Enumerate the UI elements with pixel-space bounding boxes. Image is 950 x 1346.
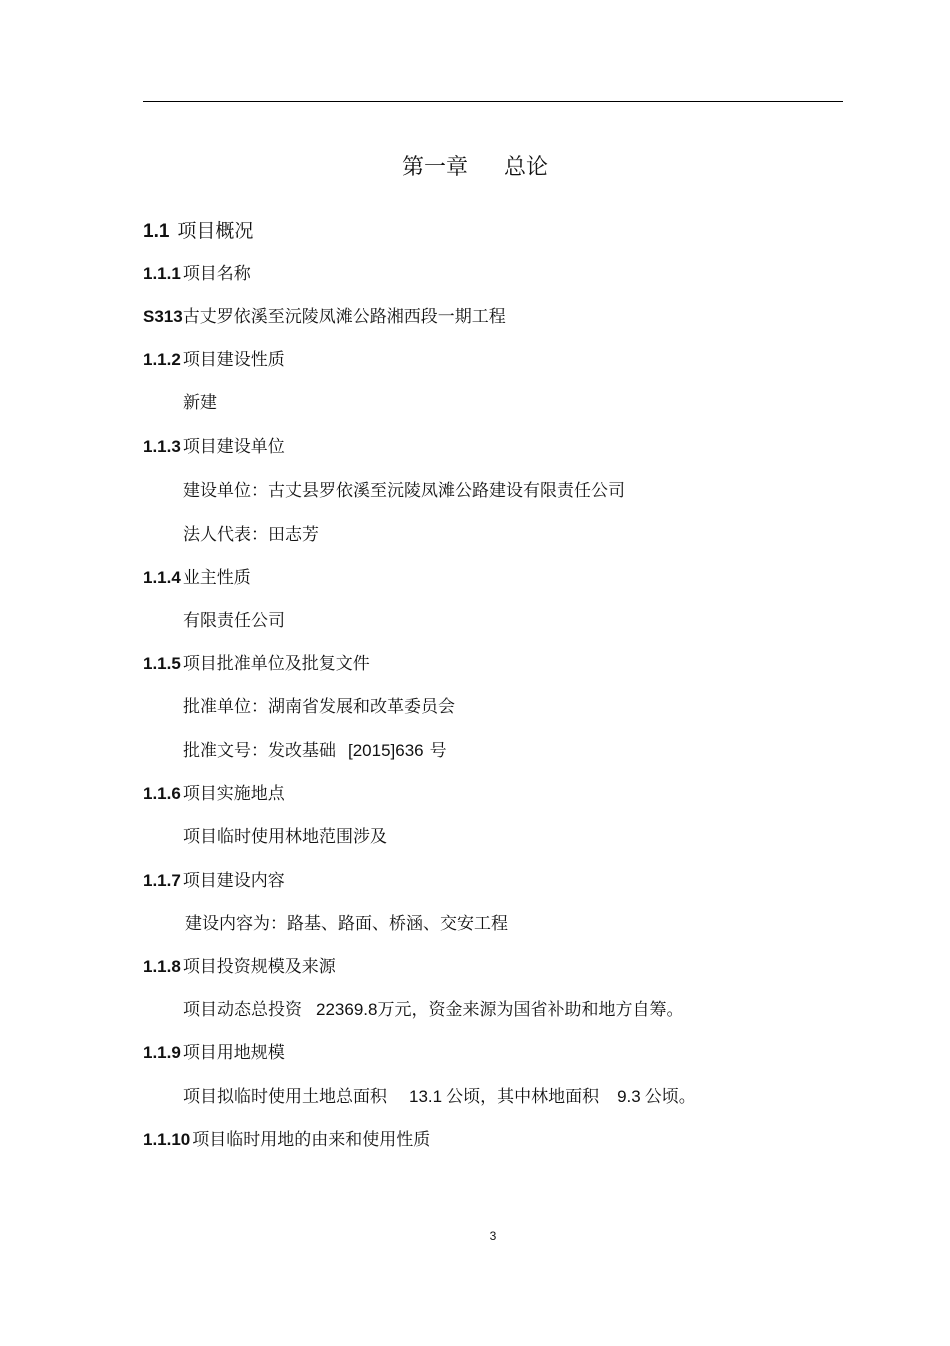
heading-number: 1.1.4 — [143, 568, 181, 587]
heading-land — [143, 1042, 285, 1064]
header-rule — [143, 101, 843, 102]
heading-title: 项目名称 — [182, 264, 251, 284]
page-number: 3 — [489, 1229, 497, 1243]
builder-legal: 法人代表：田志芳 — [183, 525, 319, 545]
heading-nature — [143, 349, 285, 371]
section-heading — [143, 220, 253, 243]
heading-title: 项目建设单位 — [182, 437, 285, 457]
land-prefix: 项目拟临时使用土地总面积 — [183, 1087, 387, 1107]
heading-title: 项目临时用地的由来和使用性质 — [192, 1130, 431, 1150]
land-suffix: 公顷。 — [644, 1087, 696, 1107]
heading-title: 项目批准单位及批复文件 — [182, 654, 370, 674]
heading-location — [143, 783, 285, 805]
approval-doc-code: [2015]636 — [348, 741, 424, 760]
approval-doc — [183, 740, 447, 762]
heading-title: 项目投资规模及来源 — [182, 957, 336, 977]
heading-number: 1.1.7 — [143, 871, 181, 890]
heading-owner — [143, 567, 251, 589]
heading-title: 项目建设内容 — [182, 871, 285, 891]
content-value: 建设内容为：路基、路面、桥涵、交安工程 — [185, 914, 508, 934]
heading-number: 1.1.3 — [143, 437, 181, 456]
approval-doc-prefix: 批准文号：发改基础 — [183, 741, 336, 761]
heading-content — [143, 870, 285, 892]
section-number: 1.1 — [143, 221, 170, 242]
heading-origin — [143, 1129, 430, 1151]
heading-title: 项目用地规模 — [182, 1043, 285, 1063]
heading-title: 项目实施地点 — [182, 784, 285, 804]
nature-value: 新建 — [183, 393, 217, 413]
heading-number: 1.1.8 — [143, 957, 181, 976]
land-total: 13.1 — [409, 1087, 443, 1106]
investment-value — [183, 999, 683, 1021]
heading-number: 1.1.2 — [143, 350, 181, 369]
heading-project-name — [143, 263, 251, 285]
project-name-value — [143, 306, 506, 328]
owner-value: 有限责任公司 — [183, 611, 285, 631]
land-middle: 公顷，其中林地面积 — [446, 1087, 600, 1107]
heading-number: 1.1.9 — [143, 1043, 181, 1062]
approval-unit: 批准单位：湖南省发展和改革委员会 — [183, 697, 455, 717]
approval-doc-suffix: 号 — [429, 741, 447, 761]
land-value — [183, 1086, 696, 1108]
heading-number: 1.1.10 — [143, 1130, 191, 1149]
heading-title: 项目建设性质 — [182, 350, 285, 370]
heading-title: 业主性质 — [182, 568, 251, 588]
investment-amount: 22369.8 — [316, 1000, 378, 1019]
land-forest: 9.3 — [617, 1087, 641, 1106]
builder-unit: 建设单位：古丈县罗依溪至沅陵凤滩公路建设有限责任公司 — [183, 481, 625, 501]
chapter-name: 总论 — [504, 155, 549, 180]
section-title: 项目概况 — [177, 220, 254, 242]
chapter-label: 第一章 — [401, 155, 468, 180]
heading-builder — [143, 436, 285, 458]
investment-prefix: 项目动态总投资 — [183, 1000, 302, 1020]
location-value: 项目临时使用林地范围涉及 — [183, 827, 387, 847]
project-name-text: 古丈罗依溪至沅陵凤滩公路湘西段一期工程 — [182, 307, 506, 327]
project-code: S313 — [143, 307, 183, 326]
heading-investment — [143, 956, 336, 978]
heading-number: 1.1.5 — [143, 654, 181, 673]
heading-number: 1.1.1 — [143, 264, 181, 283]
investment-suffix: 万元，资金来源为国省补助和地方自筹。 — [377, 1000, 684, 1020]
heading-number: 1.1.6 — [143, 784, 181, 803]
heading-approval — [143, 653, 370, 675]
chapter-title — [0, 150, 950, 181]
